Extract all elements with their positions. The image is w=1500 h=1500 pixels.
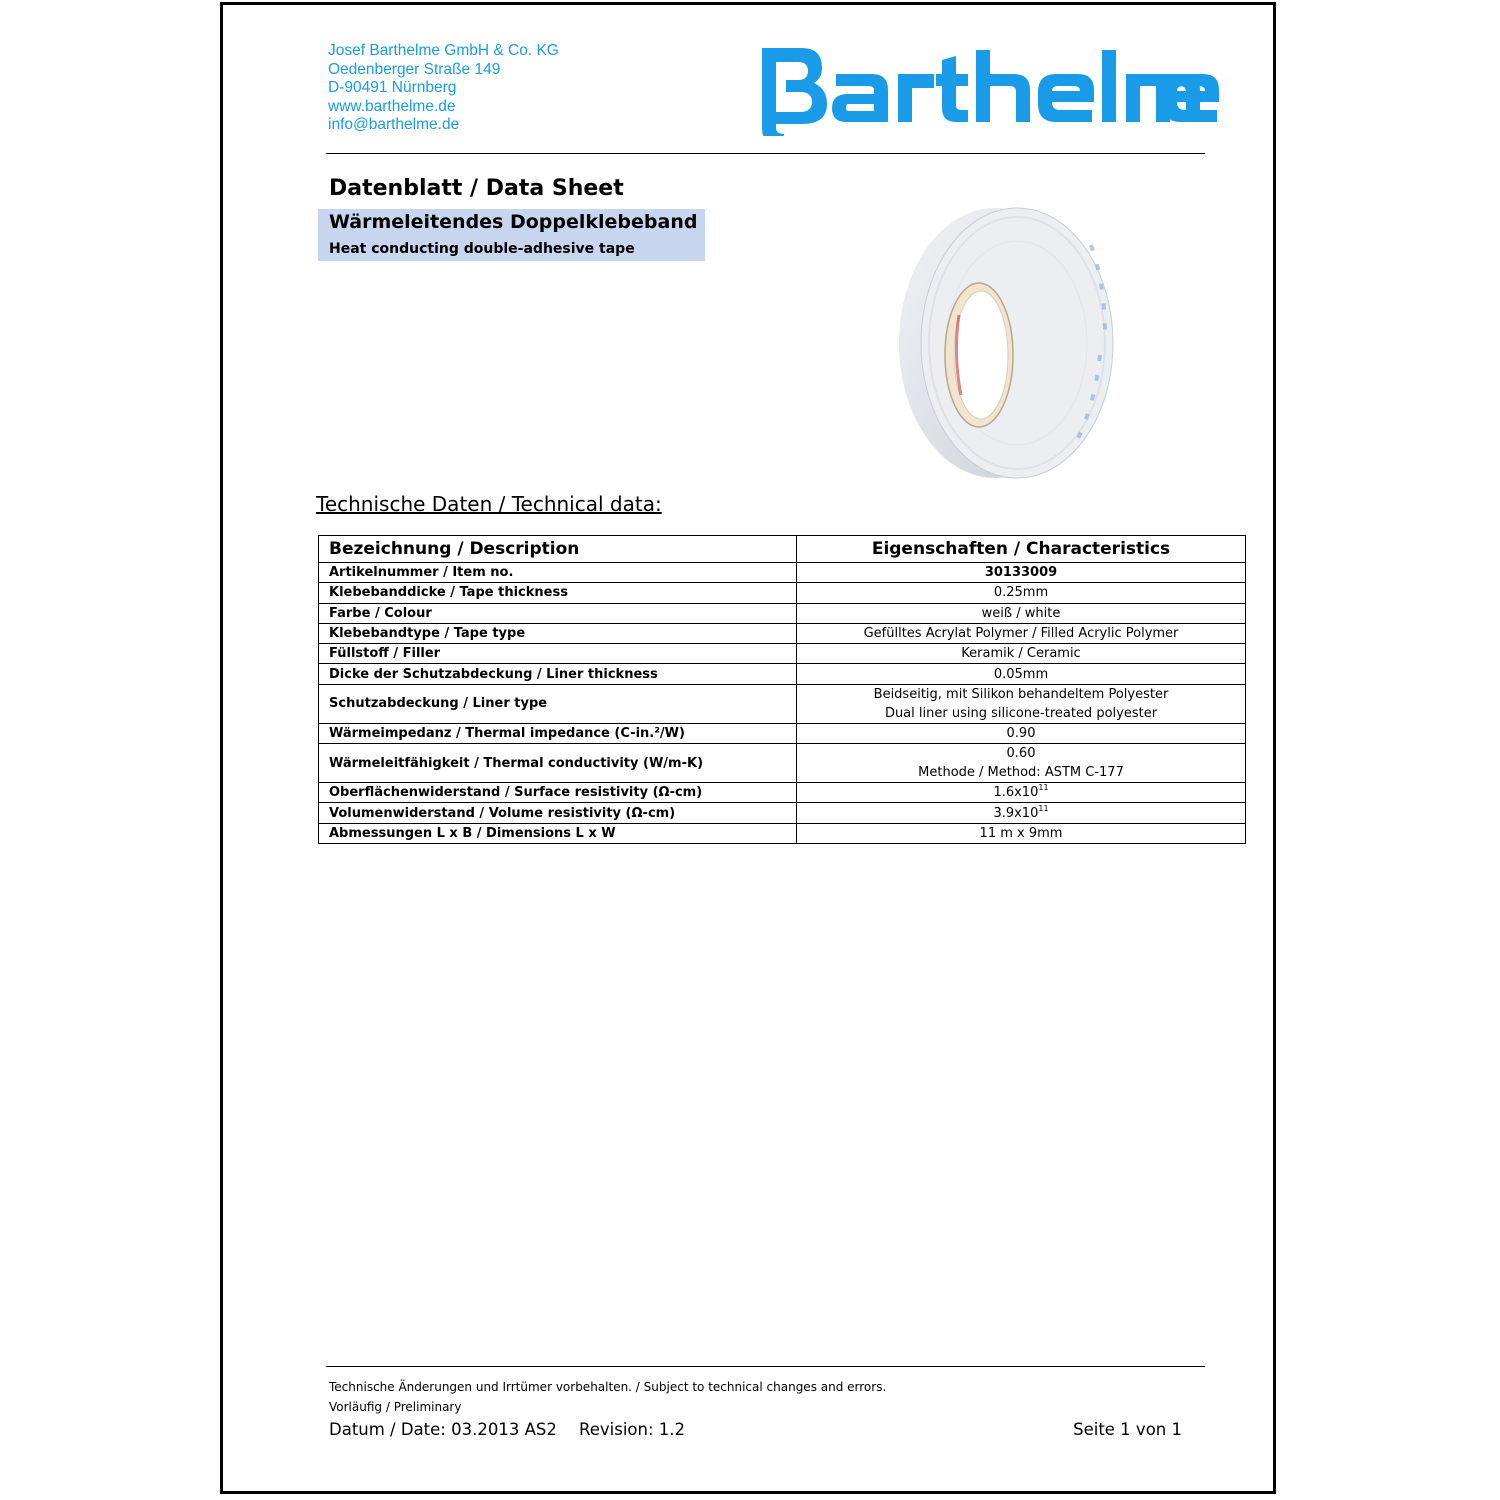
footer-page-number: Seite 1 von 1	[1073, 1420, 1182, 1439]
document-title: Datenblatt / Data Sheet	[329, 176, 624, 201]
footer-date: Datum / Date: 03.2013 AS2	[329, 1420, 557, 1439]
row-label: Farbe / Colour	[319, 603, 797, 623]
table-row	[319, 583, 1246, 603]
row-value-line1: Beidseitig, mit Silikon behandeltem Polyester	[873, 686, 1169, 702]
company-email: info@barthelme.de	[328, 116, 460, 133]
row-label: Oberflächenwiderstand / Surface resistivity (Ω-cm)	[319, 783, 797, 803]
footer-status: Vorläufig / Preliminary	[329, 1400, 462, 1414]
value-exponent: 11	[1038, 783, 1049, 793]
column-header-characteristics: Eigenschaften / Characteristics	[797, 536, 1246, 563]
barthelme-logo	[752, 36, 1222, 136]
footer-divider	[326, 1366, 1205, 1367]
row-value: weiß / white	[797, 603, 1246, 623]
company-street: Oedenberger Straße 149	[328, 60, 501, 78]
table-header-row	[319, 536, 1246, 563]
company-address	[328, 42, 559, 135]
row-label: Wärmeleitfähigkeit / Thermal conductivity (W/m-K)	[319, 744, 797, 783]
table-row	[319, 644, 1246, 664]
section-title: Technische Daten / Technical data:	[316, 492, 662, 516]
tape-roll-image	[895, 205, 1120, 480]
logo-final-e	[1165, 36, 1225, 136]
company-web: www.barthelme.de	[328, 97, 456, 115]
table-row	[319, 664, 1246, 684]
value-mantissa: 3.9x10	[993, 805, 1039, 821]
row-value-line1: 0.60	[1006, 746, 1036, 762]
row-value: Gefülltes Acrylat Polymer / Filled Acrylic Polymer	[797, 623, 1246, 643]
table-row	[319, 563, 1246, 583]
table-row	[319, 803, 1246, 823]
table-row	[319, 684, 1246, 723]
row-label: Schutzabdeckung / Liner type	[319, 684, 797, 723]
row-value: 0.25mm	[797, 583, 1246, 603]
row-value: 0.05mm	[797, 664, 1246, 684]
row-value: Keramik / Ceramic	[797, 644, 1246, 664]
row-label: Abmessungen L x B / Dimensions L x W	[319, 823, 797, 843]
column-header-description: Bezeichnung / Description	[319, 536, 797, 563]
footer-disclaimer: Technische Änderungen und Irrtümer vorbehalten. / Subject to technical changes and errors.	[329, 1380, 887, 1394]
row-value-line2: Dual liner using silicone-treated polyester	[884, 705, 1158, 721]
footer-revision: Revision: 1.2	[579, 1420, 686, 1439]
table-row	[319, 723, 1246, 743]
row-label: Wärmeimpedanz / Thermal impedance (C-in.²/W)	[319, 723, 797, 743]
row-value	[797, 783, 1246, 803]
row-value: 30133009	[797, 563, 1246, 583]
table-row	[319, 603, 1246, 623]
row-label: Artikelnummer / Item no.	[319, 563, 797, 583]
table-row	[319, 823, 1246, 843]
table-row	[319, 744, 1246, 783]
company-city: D-90491 Nürnberg	[328, 79, 457, 96]
product-title-en: Heat conducting double-adhesive tape	[329, 241, 635, 257]
row-value	[797, 684, 1246, 723]
value-mantissa: 1.6x10	[993, 785, 1039, 801]
table-row	[319, 783, 1246, 803]
row-value: 11 m x 9mm	[797, 823, 1246, 843]
row-value	[797, 803, 1246, 823]
technical-data-table	[318, 535, 1246, 844]
row-label: Volumenwiderstand / Volume resistivity (Ω-cm)	[319, 803, 797, 823]
product-title-de: Wärmeleitendes Doppelklebeband	[329, 211, 698, 233]
value-exponent: 11	[1038, 803, 1049, 813]
row-label: Füllstoff / Filler	[319, 644, 797, 664]
row-value	[797, 744, 1246, 783]
row-value-line2: Methode / Method: ASTM C-177	[918, 765, 1124, 781]
header-divider	[326, 153, 1205, 154]
row-label: Klebebanddicke / Tape thickness	[319, 583, 797, 603]
row-value: 0.90	[797, 723, 1246, 743]
company-name: Josef Barthelme GmbH & Co. KG	[328, 42, 559, 59]
row-label: Klebebandtype / Tape type	[319, 623, 797, 643]
row-label: Dicke der Schutzabdeckung / Liner thickness	[319, 664, 797, 684]
table-row	[319, 623, 1246, 643]
